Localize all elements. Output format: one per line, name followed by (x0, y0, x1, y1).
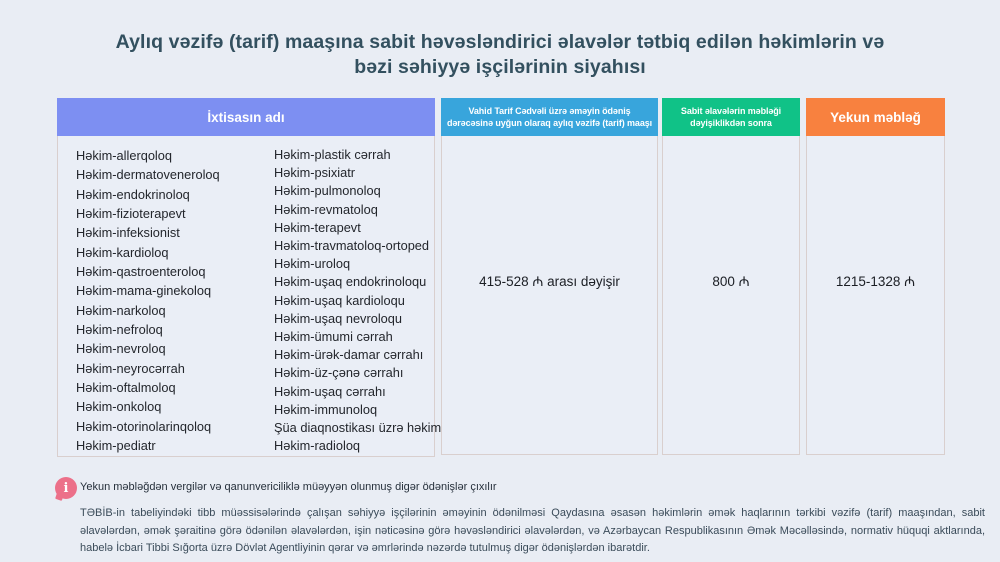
fixed-addition-value: 800 ₼ (712, 274, 750, 289)
specialty-item: Həkim-otorinolarinqoloq (76, 418, 212, 434)
fixed-addition-cell (662, 136, 800, 455)
specialty-item: Həkim-travmatoloq-ortoped (274, 238, 430, 254)
column-header-tariff-salary: Vahid Tarif Cədvəli üzrə əməyin ödəniş dərəcəsinə uyğun olaraq aylıq vəzifə (tarif) maaşı (441, 98, 658, 136)
specialty-item: Həkim-pediatr (76, 438, 156, 454)
specialty-item: Həkim-uşaq nevroloqu (274, 310, 403, 326)
specialty-item: Həkim-ümumi cərrah (274, 329, 393, 345)
page-title: Aylıq vəzifə (tarif) maaşına sabit həvəsləndirici əlavələr tətbiq edilən həkimlərin və bəzi səhiyyə işçilərinin siyahısı (115, 31, 885, 78)
column-header-total-amount: Yekun məbləğ (806, 98, 945, 136)
column-header-specialty: İxtisasın adı (57, 98, 435, 136)
specialty-item: Həkim-ürək-damar cərrahı (274, 347, 424, 363)
specialty-list-right (274, 146, 442, 456)
specialty-item: Həkim-nevroloq (76, 341, 166, 357)
total-amount-value: 1215-1328 ₼ (835, 274, 916, 289)
specialty-item: Həkim-fizioterapevt (76, 206, 186, 222)
specialty-item: Həkim-qastroenteroloq (76, 264, 206, 280)
salary-table (57, 98, 945, 455)
column-header-fixed-addition: Sabit əlavələrin məbləği dəyişiklikdən sonra (662, 98, 800, 136)
column-fixed-addition (662, 98, 800, 455)
column-tariff-salary (441, 98, 658, 455)
specialty-item: Həkim-kardioloq (76, 244, 169, 260)
footnote-deductions: Yekun məbləğdən vergilər və qanunvericiliklə müəyyən olunmuş digər ödənişlər çıxılır (80, 481, 497, 493)
column-total-amount (806, 98, 945, 455)
footnote-salary-composition: TƏBİB-in tabeliyindəki tibb müəssisələrində çalışan səhiyyə işçilərinin əməyinin ödənilməsi Qaydasına əsasən həkimlərin əmək haqlarının tərkibi vəzifə (tarif) maaşından, sabit əlavələrdən, əmək şəraitinə görə ödənilən əlavələrdən, işin nəticəsinə görə həvəsləndirici əlavələrdən, və Azərbaycan Respublikasının Əmək Məcəlləsində, normativ hüquqi aktlarında, habelə İcbari Tibbi Sığorta üzrə Dövlət Agentliyinin qərar və əmrlərində nəzərdə tutulmuş digər ödənişlərdən ibarətdir. (80, 507, 985, 554)
column-specialty (57, 98, 442, 455)
specialty-item: Həkim-onkoloq (76, 399, 162, 415)
specialty-item: Həkim-radioloq (274, 438, 361, 454)
total-amount-cell (806, 136, 945, 455)
tariff-salary-value: 415-528 ₼ arası dəyişir (479, 274, 620, 289)
specialty-item: Şüa diaqnostikası üzrə həkim (274, 420, 442, 436)
specialty-item: Həkim-infeksionist (76, 225, 180, 241)
specialty-list-cell (57, 136, 442, 457)
info-icon: i (55, 477, 77, 499)
tariff-salary-cell (441, 136, 658, 455)
specialty-list-left (76, 146, 274, 456)
specialty-item: Həkim-oftalmoloq (76, 380, 176, 396)
specialty-item: Həkim-narkoloq (76, 302, 166, 318)
specialty-item: Həkim-uşaq kardioloqu (274, 292, 405, 308)
specialty-item: Həkim-pulmonoloq (274, 183, 381, 199)
specialty-item: Həkim-terapevt (274, 219, 361, 235)
specialty-item: Həkim-immunoloq (274, 401, 378, 417)
specialty-item: Həkim-psixiatr (274, 165, 356, 181)
specialty-item: Həkim-endokrinoloq (76, 186, 190, 202)
specialty-item: Həkim-revmatoloq (274, 201, 378, 217)
specialty-item: Həkim-uroloq (274, 256, 351, 272)
specialty-item: Həkim-mama-ginekoloq (76, 283, 212, 299)
specialty-item: Həkim-dermatoveneroloq (76, 167, 220, 183)
specialty-item: Həkim-uşaq cərrahı (274, 383, 386, 399)
specialty-item: Həkim-uşaq endokrinoloqu (274, 274, 427, 290)
specialty-item: Həkim-üz-çənə cərrahı (274, 365, 404, 381)
specialty-item: Həkim-nefroloq (76, 322, 163, 338)
specialty-item: Həkim-plastik cərrah (274, 147, 391, 162)
specialty-item: Həkim-allerqoloq (76, 148, 173, 163)
specialty-item: Həkim-neyrocərrah (76, 360, 185, 376)
